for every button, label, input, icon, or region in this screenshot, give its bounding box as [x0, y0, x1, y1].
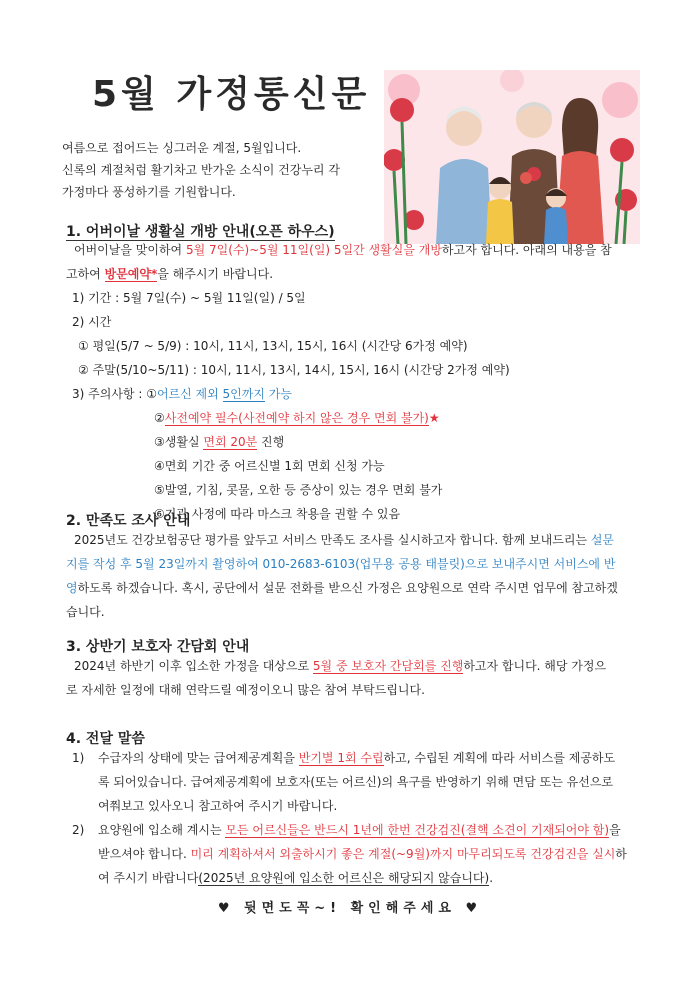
paragraph-line: 고하여 방문예약*을 해주시기 바랍니다.: [66, 267, 274, 281]
time-line: 2) 시간: [72, 315, 112, 329]
list-item-cont: 여쭤보고 있사오니 참고하여 주시기 바랍니다.: [98, 799, 338, 813]
note-item: ②사전예약 필수(사전예약 하지 않은 경우 면회 불가)★: [154, 411, 440, 425]
paragraph-line: 어버이날을 맞이하여 5월 7일(수)~5월 11일(일) 5일간 생활실을 개방하고자 합니다. 아래의 내용을 참: [74, 243, 612, 257]
notes-line: 3) 주의사항 : ①어르신 제외 5인까지 가능: [72, 387, 292, 401]
section-open-house-body: [66, 238, 636, 526]
family-carnation-illustration: [384, 70, 640, 244]
section-meeting-body: [66, 654, 636, 702]
visit-reservation-text: 방문예약*: [104, 267, 158, 281]
note-item: ⑤발열, 기침, 콧물, 오한 등 증상이 있는 경우 면회 불가: [154, 483, 443, 497]
list-item: 2) 요양원에 입소해 계시는 모든 어르신들은 반드시 1년에 한번 건강검진(결핵 소견이 기재되어야 함)을: [72, 823, 621, 837]
weekend-schedule: ② 주말(5/10~5/11) : 10시, 11시, 13시, 14시, 15시, 16시 (시간당 2가정 예약): [78, 363, 510, 377]
footer-note: ♥ 뒷면도꼭~! 확인해주세요 ♥: [217, 901, 483, 916]
intro-line: 가정마다 풍성하기를 기원합니다.: [62, 185, 236, 199]
weekday-schedule: ① 평일(5/7 ~ 5/9) : 10시, 11시, 13시, 15시, 16시 (시간당 6가정 예약): [78, 339, 468, 353]
paragraph-line: 지를 작성 후 5월 23일까지 촬영하여 010-2683-6103(업무용 공용 태블릿)으로 보내주시면 서비스에 반: [66, 557, 616, 571]
paragraph-line: 로 자세한 일정에 대해 연락드릴 예정이오니 많은 참여 부탁드립니다.: [66, 683, 425, 697]
section-survey-body: [66, 528, 636, 624]
intro-line: 신록의 계절처럼 활기차고 반가운 소식이 건강누리 각: [62, 163, 340, 177]
section-notice-body: [66, 746, 636, 890]
paragraph-line: 습니다.: [66, 605, 105, 619]
section-heading-open-house: 1. 어버이날 생활실 개방 안내(오픈 하우스): [66, 224, 335, 240]
period-line: 1) 기간 : 5월 7일(수) ~ 5월 11일(일) / 5일: [72, 291, 306, 305]
intro-line: 여름으로 접어드는 싱그러운 계절, 5월입니다.: [62, 141, 302, 155]
list-item-cont: 여 주시기 바랍니다(2025년 요양원에 입소한 어르신은 해당되지 않습니다).: [98, 871, 494, 885]
section-heading-meeting: 3. 상반기 보호자 간담회 안내: [66, 639, 250, 655]
list-item: 1) 수급자의 상태에 맞는 급여제공계획을 반기별 1회 수립하고, 수립된 계획에 따라 서비스를 제공하도: [72, 751, 616, 765]
section-heading-notice: 4. 전달 말씀: [66, 731, 145, 747]
paragraph-line: 2025년도 건강보험공단 평가를 앞두고 서비스 만족도 조사를 실시하고자 합니다. 함께 보내드리는 설문: [74, 533, 614, 547]
paragraph-line: 영하도록 하겠습니다. 혹시, 공단에서 설문 전화를 받으신 가정은 요양원으로 연락 주시면 업무에 참고하겠: [66, 581, 618, 595]
list-item-cont: 받으셔야 합니다. 미리 계획하셔서 외출하시기 좋은 계절(~9월)까지 마무리되도록 건강검진을 실시하: [98, 847, 627, 861]
paragraph-line: 2024년 하반기 이후 입소한 가정을 대상으로 5월 중 보호자 간담회를 진행하고자 합니다. 해당 가정으: [74, 659, 607, 673]
note-item: ⑥기관 사정에 따라 마스크 착용을 권할 수 있음: [154, 507, 401, 521]
intro-text: [62, 137, 340, 203]
list-item-cont: 록 되어있습니다. 급여제공계획에 보호자(또는 어르신)의 욕구를 반영하기 위해 면담 또는 유선으로: [98, 775, 614, 789]
note-item: ④면회 기간 중 어르신별 1회 면회 신청 가능: [154, 459, 385, 473]
note-item: ③생활실 면회 20분 진행: [154, 435, 285, 449]
section-heading-survey: 2. 만족도 조사 안내: [66, 513, 191, 529]
page-title: 5월 가정통신문: [92, 74, 371, 115]
